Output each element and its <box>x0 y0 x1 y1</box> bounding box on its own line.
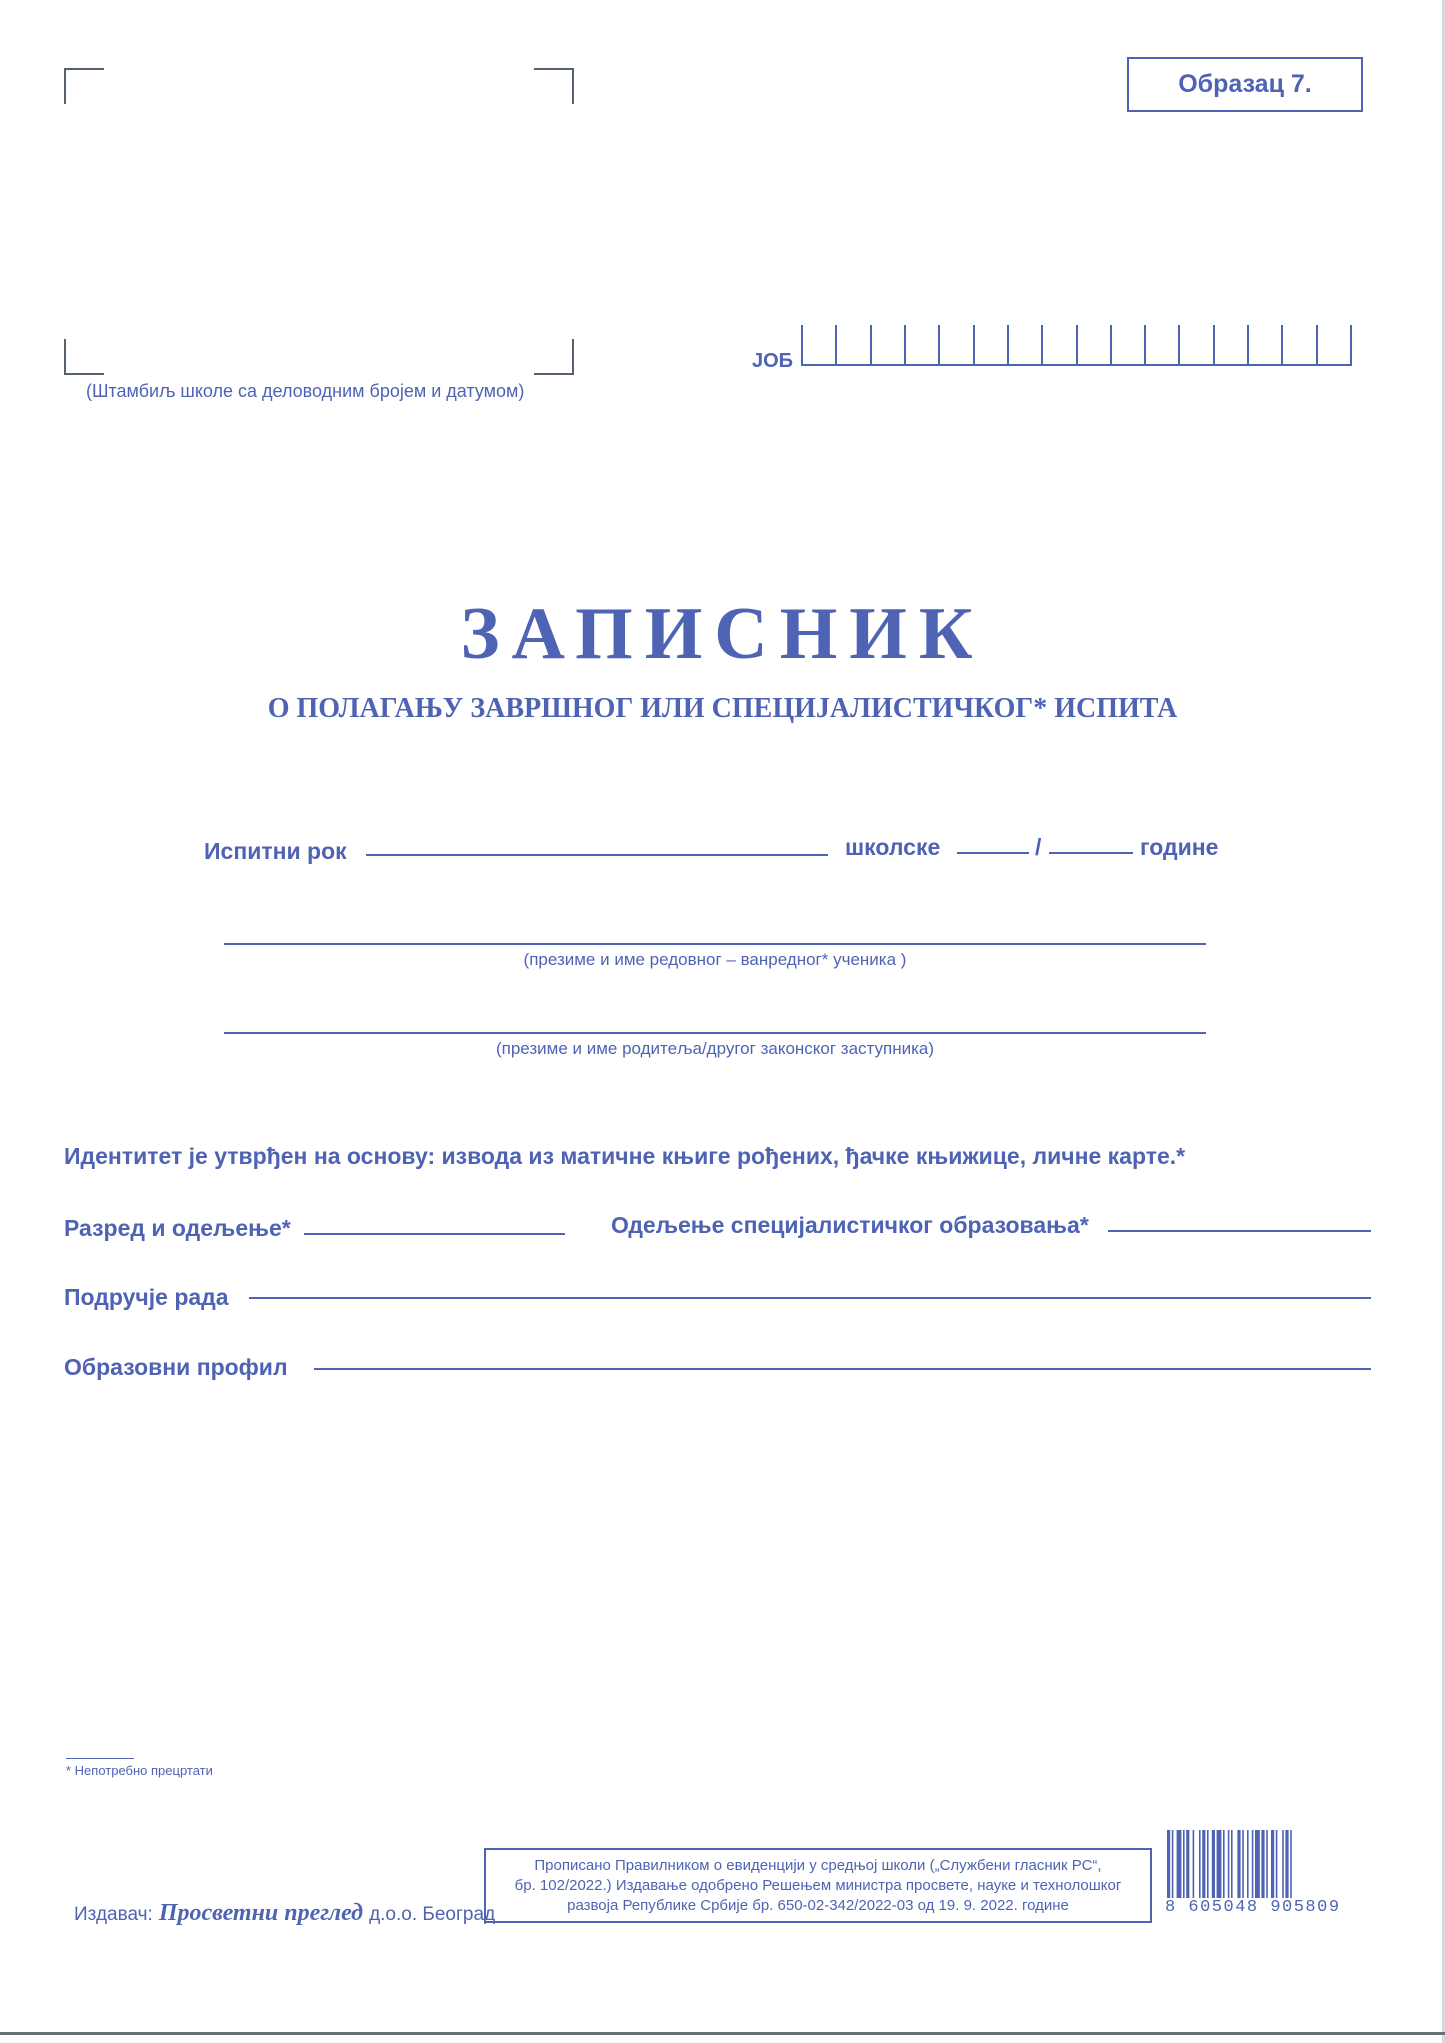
job-digit-box[interactable] <box>1316 325 1352 364</box>
identity-statement: Идентитет је утврђен на основу: извода из матичне књиге рођених, ђачке књижице, личне карте.* <box>64 1143 1186 1169</box>
footnote-rule <box>66 1758 134 1759</box>
barcode-bar <box>1271 1830 1274 1898</box>
barcode-bar <box>1223 1830 1225 1898</box>
job-label: ЈОБ <box>752 350 794 372</box>
publisher-label: Издавач: <box>74 1904 153 1925</box>
job-digit-box[interactable] <box>1247 325 1281 364</box>
work-area-field[interactable] <box>249 1297 1371 1299</box>
barcode-bar <box>1237 1830 1240 1898</box>
regulation-line-1: Прописано Правилником о евиденцији у средњој школи („Службени гласник РС“, <box>534 1857 1102 1874</box>
class-section-label: Разред и одељење* <box>64 1215 291 1241</box>
barcode-bar <box>1282 1830 1284 1898</box>
barcode-bar <box>1247 1830 1249 1898</box>
regulation-info-box <box>484 1848 1152 1923</box>
barcode-bar <box>1252 1830 1254 1898</box>
school-year-start-field[interactable] <box>957 852 1029 854</box>
form-number-box <box>1127 57 1363 112</box>
barcode-bar <box>1207 1830 1209 1898</box>
specialist-section-field[interactable] <box>1108 1230 1371 1232</box>
footnote: * Непотребно прецртати <box>66 1763 213 1778</box>
parent-name-caption: (презиме и име родитеља/другог законског заступника) <box>495 1039 935 1058</box>
barcode-bar <box>1276 1830 1278 1898</box>
job-digit-box[interactable] <box>973 325 1007 364</box>
document-subtitle: О ПОЛАГАЊУ ЗАВРШНОГ ИЛИ СПЕЦИЈАЛИСТИЧКОГ* ИСПИТА <box>267 693 1178 724</box>
page-bottom-edge <box>0 2032 1445 2035</box>
publisher-suffix: д.о.о. Београд <box>369 1904 496 1925</box>
barcode-bar <box>1199 1830 1201 1898</box>
work-area-label: Подручје рада <box>64 1284 229 1310</box>
job-digit-box[interactable] <box>1110 325 1144 364</box>
exam-period-field[interactable] <box>366 854 828 856</box>
stamp-corner-bottom-left <box>64 339 104 375</box>
stamp-corner-top-right <box>534 68 574 104</box>
exam-period-label: Испитни рок <box>204 838 347 864</box>
barcode-bar <box>1231 1830 1233 1898</box>
barcode-graphic <box>1165 1830 1355 1902</box>
job-digit-box[interactable] <box>1213 325 1247 364</box>
school-year-label: школске <box>845 834 941 860</box>
form-number-label: Образац 7. <box>1178 70 1312 98</box>
job-digit-box[interactable] <box>1041 325 1075 364</box>
regulation-line-3: развоја Републике Србије бр. 650-02-342/2022-03 од 19. 9. 2022. године <box>567 1897 1069 1914</box>
document-title: ЗАПИСНИК <box>460 593 985 675</box>
job-digit-box[interactable] <box>1178 325 1212 364</box>
job-digit-box[interactable] <box>1007 325 1041 364</box>
barcode-bar <box>1193 1830 1195 1898</box>
barcode-bar <box>1217 1830 1222 1898</box>
barcode-bar <box>1255 1830 1260 1898</box>
publisher <box>74 1900 495 1927</box>
school-year-separator: / <box>1035 834 1042 860</box>
job-digit-box[interactable] <box>1144 325 1178 364</box>
barcode-bar <box>1290 1830 1292 1898</box>
barcode-bar <box>1183 1830 1185 1898</box>
job-digit-box[interactable] <box>801 325 835 364</box>
barcode-bar <box>1212 1830 1215 1898</box>
job-digit-box[interactable] <box>1076 325 1110 364</box>
parent-name-field[interactable] <box>224 1032 1206 1034</box>
job-digit-box[interactable] <box>904 325 938 364</box>
barcode-bar <box>1266 1830 1268 1898</box>
barcode-bar <box>1177 1830 1182 1898</box>
educational-profile-field[interactable] <box>314 1368 1371 1370</box>
barcode-bar <box>1228 1830 1230 1898</box>
regulation-line-2: бр. 102/2022.) Издавање одобрено Решењем министра просвете, науке и технолошког <box>514 1877 1122 1894</box>
publisher-logo: Просветни преглед <box>158 1900 364 1926</box>
barcode-bar <box>1242 1830 1244 1898</box>
barcode-bar <box>1167 1830 1170 1898</box>
class-section-field[interactable] <box>304 1233 565 1235</box>
stamp-caption: (Штамбиљ школе са деловодним бројем и датумом) <box>86 381 525 401</box>
student-name-caption: (презиме и име редовног – ванредног* ученика ) <box>523 950 907 969</box>
barcode-bar <box>1186 1830 1189 1898</box>
student-name-field[interactable] <box>224 943 1206 945</box>
year-label: године <box>1140 834 1219 860</box>
school-year-end-field[interactable] <box>1049 852 1133 854</box>
barcode-bar <box>1261 1830 1264 1898</box>
barcode-bar <box>1285 1830 1288 1898</box>
barcode-digits: 8 605048 905809 <box>1165 1898 1341 1917</box>
job-digit-box[interactable] <box>870 325 904 364</box>
specialist-section-label: Одељење специјалистичког образовања* <box>611 1212 1089 1238</box>
job-digit-box[interactable] <box>1281 325 1315 364</box>
job-input-boxes[interactable] <box>801 325 1352 366</box>
barcode-bar <box>1172 1830 1174 1898</box>
stamp-corner-top-left <box>64 68 104 104</box>
job-digit-box[interactable] <box>938 325 972 364</box>
stamp-corner-bottom-right <box>534 339 574 375</box>
barcode-bar <box>1202 1830 1205 1898</box>
job-digit-box[interactable] <box>835 325 869 364</box>
educational-profile-label: Образовни профил <box>64 1354 288 1380</box>
